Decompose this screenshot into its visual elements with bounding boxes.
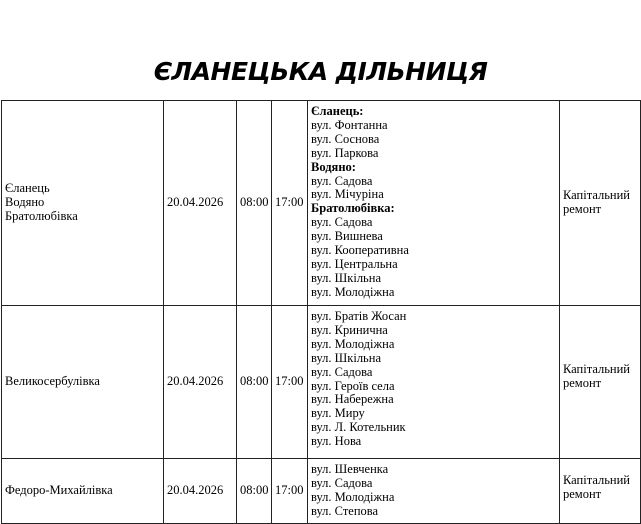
street-name: вул. Центральна <box>311 256 398 271</box>
street-group-heading: Єланець: <box>311 104 364 118</box>
start-time-cell: 08:00 <box>237 459 272 524</box>
end-time-cell: 17:00 <box>272 306 308 459</box>
settlement-name: Братолюбівка <box>5 208 78 223</box>
street-name: вул. Набережна <box>311 392 394 407</box>
work-type-line: ремонт <box>563 486 602 501</box>
street-name: вул. Мічуріна <box>311 187 384 202</box>
streets-cell <box>308 459 560 524</box>
street-name: вул. Молодіжна <box>311 336 395 351</box>
date-cell: 20.04.2026 <box>164 306 237 459</box>
work-type-cell <box>560 459 641 524</box>
work-type-line: ремонт <box>563 201 602 216</box>
date-cell: 20.04.2026 <box>164 459 237 524</box>
street-name: вул. Нова <box>311 434 362 449</box>
work-type-line: Капітальний <box>563 362 630 376</box>
end-time-cell: 17:00 <box>272 459 308 524</box>
start-time-cell: 08:00 <box>237 101 272 306</box>
street-name: вул. Кринична <box>311 322 388 337</box>
settlement-name: Водяно <box>5 195 45 210</box>
settlements-cell <box>2 101 164 306</box>
settlement-name: Єланець <box>5 181 50 196</box>
street-group-heading: Водяно: <box>311 159 356 174</box>
work-type-line: Капітальний <box>563 473 630 487</box>
table-row <box>2 306 641 459</box>
outage-schedule-table <box>1 100 641 524</box>
street-name: вул. Садова <box>311 173 373 188</box>
end-time-cell: 17:00 <box>272 101 308 306</box>
table-row <box>2 101 641 306</box>
street-name: вул. Садова <box>311 364 373 379</box>
street-name: вул. Соснова <box>311 131 380 146</box>
street-name: вул. Кооперативна <box>311 243 409 258</box>
street-name: вул. Молодіжна <box>311 489 395 504</box>
work-type-line: Капітальний <box>563 188 630 202</box>
start-time-cell: 08:00 <box>237 306 272 459</box>
street-name: вул. Миру <box>311 406 365 421</box>
street-name: вул. Героїв села <box>311 378 395 393</box>
street-name: вул. Шкільна <box>311 350 381 365</box>
street-name: вул. Шевченка <box>311 462 389 476</box>
work-type-line: ремонт <box>563 375 602 390</box>
street-name: вул. Братів Жосан <box>311 309 407 323</box>
street-name: вул. Садова <box>311 475 373 490</box>
street-name: вул. Паркова <box>311 145 379 160</box>
street-name: вул. Молодіжна <box>311 284 395 299</box>
street-group-heading: Братолюбівка: <box>311 201 395 216</box>
street-name: вул. Л. Котельник <box>311 420 406 435</box>
date-cell: 20.04.2026 <box>164 101 237 306</box>
street-name: вул. Садова <box>311 215 373 230</box>
work-type-cell <box>560 306 641 459</box>
work-type-cell <box>560 101 641 306</box>
table-row <box>2 459 641 524</box>
settlement-name: Федоро-Михайлівка <box>5 483 113 498</box>
street-name: вул. Фонтанна <box>311 117 388 132</box>
settlements-cell <box>2 306 164 459</box>
streets-cell <box>308 101 560 306</box>
street-name: вул. Степова <box>311 503 379 518</box>
street-name: вул. Вишнева <box>311 229 383 244</box>
page-title: ЄЛАНЕЦЬКА ДІЛЬНИЦЯ <box>153 57 488 86</box>
settlement-name: Великосербулівка <box>5 374 100 389</box>
street-name: вул. Шкільна <box>311 270 381 285</box>
settlements-cell <box>2 459 164 524</box>
streets-cell <box>308 306 560 459</box>
